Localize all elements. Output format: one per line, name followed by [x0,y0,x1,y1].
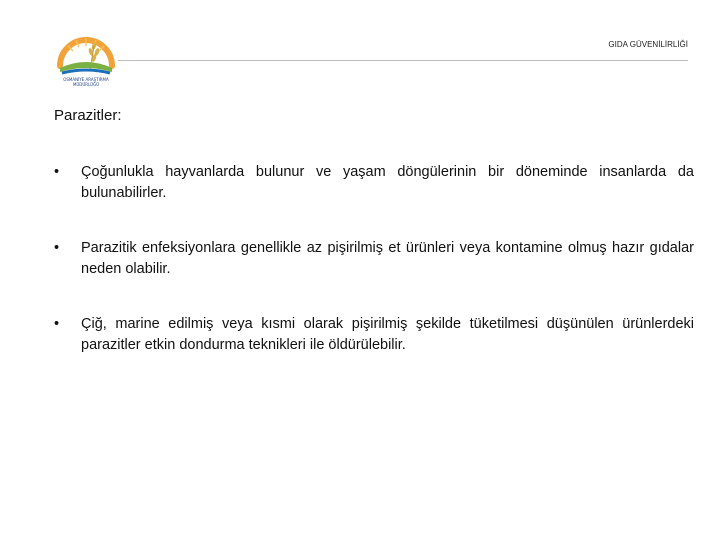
logo-text-line2: MÜDÜRLÜĞÜ [72,82,100,87]
bullet-text: Parazitik enfeksiyonlara genellikle az pişirilmiş et ürünleri veya kontamine olmuş hazır gıdalar neden olabilir. [81,240,694,277]
list-item [54,162,694,204]
bullet-marker: • [54,164,60,180]
bullet-text: Çoğunlukla hayvanlarda bulunur ve yaşam döngülerinin bir döneminde insanlarda da bulunabilirler. [81,164,694,201]
header-divider [118,60,688,61]
list-item [54,314,694,356]
logo-text-line1: OSMANİYE ARAŞTIRMA [63,77,109,82]
bullet-list [54,162,694,390]
sun-wheat-logo-icon [50,26,122,92]
list-item [54,238,694,280]
section-heading: Parazitler: [54,107,122,124]
bullet-marker: • [54,316,60,332]
header-title: GIDA GÜVENİLİRLİĞİ [608,40,688,49]
logo [50,26,122,92]
bullet-text: Çiğ, marine edilmiş veya kısmi olarak pişirilmiş şekilde tüketilmesi düşünülen ürünlerdeki parazitler etkin dondurma teknikleri ile öldürülebilir. [81,316,694,353]
bullet-marker: • [54,240,60,256]
